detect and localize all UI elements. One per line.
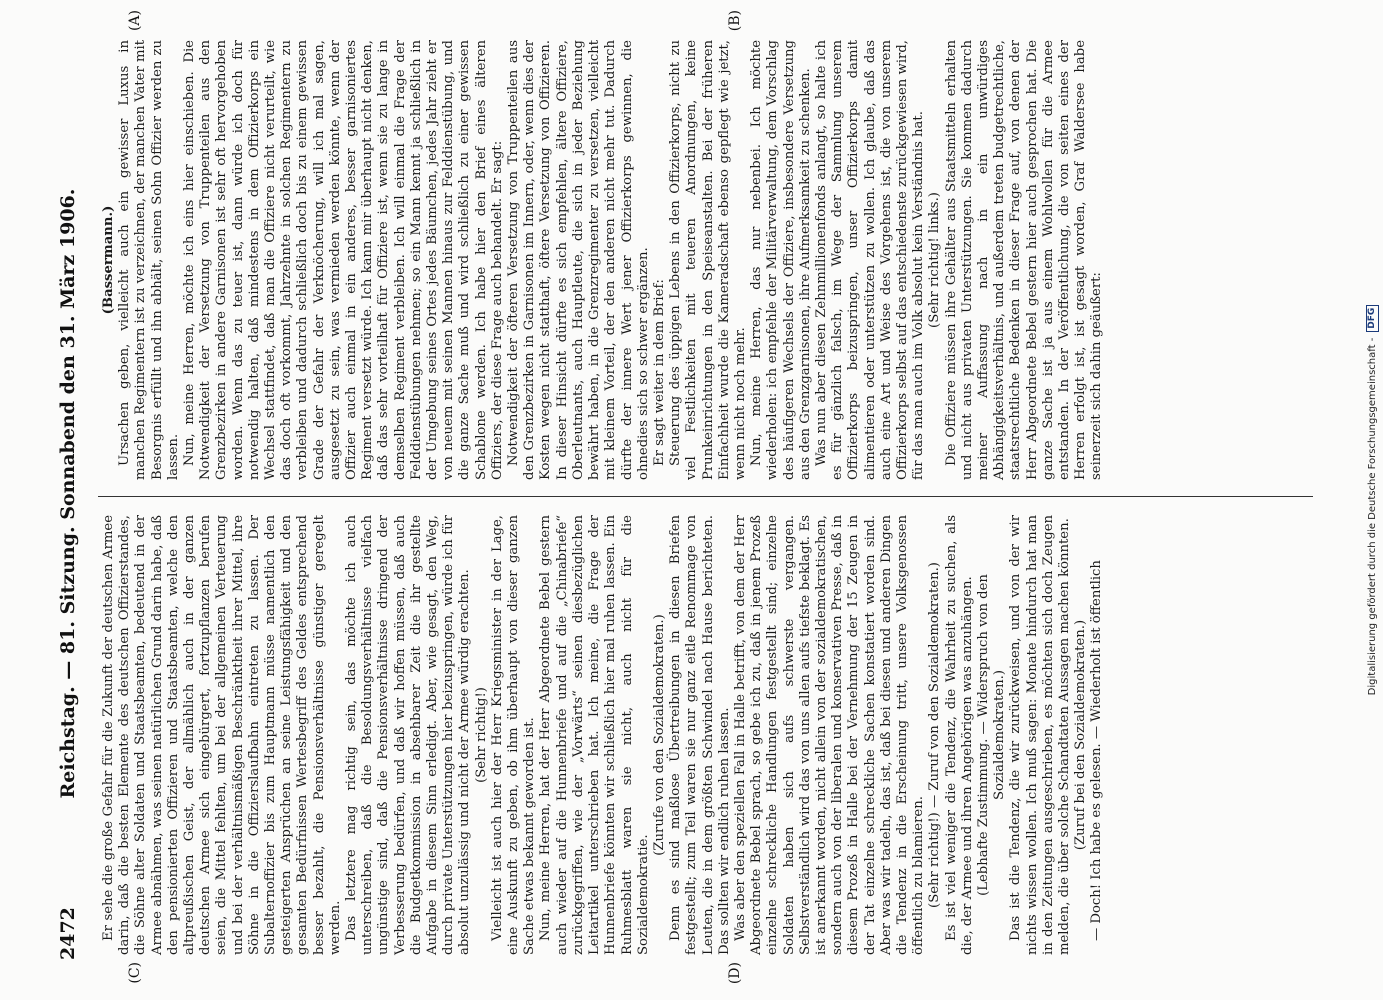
text-column-left <box>101 40 1311 480</box>
paragraph: Denn es sind maßlose Übertreibungen in diesen Briefen festgestellt; zum Teil waren sie nur ganz eitle Renommage von Leuten, die in dem größten Schwindel nach Hause berichteten. Das sollten wir endlich ruhen lassen. <box>668 515 732 955</box>
paragraph: Ursachen geben, vielleicht auch ein gewisser Luxus in manchen Regimentern ist zu verzeichnen, der manchen Vater mit Besorgnis erfüllt und ihn abhält, seinen Sohn Offizier werden zu lassen. <box>117 40 181 480</box>
paragraph: Nun, meine Herren, hat der Herr Abgeordnete Bebel gestern auch wieder auf die Hunnenbriefe und auf die „Chinabriefe“ zurückgegriffen, wie der „Vorwärts“ seinen diesbezüglichen Leitartikel unterschrieben hat. Ich meine, die Frage der Hunnenbriefe könnten wir schließlich hier mal ruhen lassen. Ein Ruhmesblatt waren sie nicht, auch nicht für die Sozialdemokratie. <box>538 515 651 955</box>
footer-text: Digitalisierung gefördert durch die Deutsche Forschungsgemeinschaft - <box>1366 337 1378 696</box>
page-title: Reichstag. — 81. Sitzung. Sonnabend den 31. März 1906. <box>57 188 79 799</box>
paragraph: Notwendigkeit der öfteren Versetzung von Truppenteilen aus den Grenzbezirken in Garnisonen im Innern, oder, wenn dies der Kosten wegen nicht statthaft, öftere Versetzung von Offizieren. In dieser Hinsicht dürfte es sich empfehlen, ältere Offiziere, Oberleutnants, auch Hauptleute, die sich in jeder Beziehung bewährt haben, in die Grenzregimenter zu versetzen, vielleicht mit kleinem Vorteil, der den anderen nicht mehr tut. Dadurch dürfte der innere Wert jener Offizierkorps gewinnen, die ohnedies sich so schwer ergänzen. <box>506 40 651 480</box>
paragraph: Die Offiziere müssen ihre Gehälter aus Staatsmitteln erhalten und nicht aus privaten Unterstützungen. Sie kommen dadurch meiner Auffassung nach in ein unwürdiges Abhängigkeitsverhältnis, und außerdem treten budgetrechtliche, staatsrechtliche Bedenken in dieser Frage auf, von denen der Herr Abgeordnete Bebel gestern hier auch gesprochen hat. Die ganze Sache ist ja aus einem Wohlwollen für die Armee entstanden. In der Veröffentlichung, die von seiten eines der Herren erfolgt ist, ist gesagt worden, Graf Waldersee habe seinerzeit sich dahin geäußert: <box>943 40 1105 480</box>
paragraph: Vielleicht ist auch hier der Herr Kriegsminister in der Lage, eine Auskunft zu geben, ob ihm überhaupt von dieser ganzen Sache etwas bekannt geworden ist. <box>489 515 538 955</box>
interjection: (Sehr richtig!) — Zuruf von den Sozialdemokraten.) <box>927 562 943 908</box>
paragraph: Was aber den speziellen Fall in Halle betrifft, von dem der Herr Abgeordnete Bebel sprach, so gebe ich zu, daß in jenem Prozeß einzelne schreckliche Handlungen festgestellt sind; einzelne Soldaten haben sich aufs schwerste vergangen. Selbstverständlich wird das von uns allen aufs tiefste beklagt. Es ist anerkannt worden, nicht allein von der sozialdemokratischen, sondern auch von der liberalen und konservativen Presse, daß in diesem Prozeß in Halle bei der Vernehmung der 15 Zeugen in der Tat einzelne schreckliche Sachen konstatiert worden sind. Aber was wir tadeln, das ist, daß bei diesen und anderen Dingen die Tendenz in die Erscheinung tritt, unsere Volksgenossen öffentlich zu blamieren. <box>732 515 927 955</box>
margin-marker-a: (A) <box>127 10 143 32</box>
paragraph: Steuerung des üppigen Lebens in den Offizierkorps, nicht zu viel Festlichkeiten mit teueren Anordnungen, keine Prunkeinrichtungen in den Speiseanstalten. Bei der früheren Einfachheit wurde die Kameradschaft ebenso gepflegt wie jetzt, wenn nicht noch mehr. <box>668 40 748 480</box>
paragraph: Nun, meine Herren, das nur nebenbei. Ich möchte wiederholen: ich empfehle der Militärverwaltung, dem Vorschlag des häufigeren Wechsels der Offiziere, insbesondere Versetzung aus den Grenzgarnisonen, ihre Aufmerksamkeit zu schenken. <box>749 40 813 480</box>
interjection: (Zuruf bei den Sozialdemokraten.) <box>1073 619 1089 851</box>
paragraph: Das letztere mag richtig sein, das möchte ich auch unterschreiben, daß die Besoldungsverhältnisse vielfach ungünstige sind, daß die Pensionsverhältnisse dringend der Verbesserung bedürfen, und daß wir hoffen müssen, daß auch die Budgetkommission in absehbarer Zeit die ihr gestellte Aufgabe in diesem Sinn erledigt. Aber, wie gesagt, den Weg, durch private Unterstützungen hier beizuspringen, würde ich für absolut unzulässig und nicht der Armee würdig erachten. <box>344 515 473 955</box>
paragraph: Was nun aber diesen Zehnmillionenfonds anlangt, so halte ich es für gänzlich falsch, im Wege der Sammlung unserem Offizierkorps beizuspringen, unser Offizierkorps damit alimentieren oder unterstützen zu wollen. Ich glaube, daß das auch eine Art und Weise des Vorgehens ist, die von unserem Offizierkorps selbst auf das entschiedenste zurückgewiesen wird, für das man auch im Volk absolut kein Verständnis hat. <box>813 40 927 480</box>
dfg-logo: DFG <box>1366 305 1379 332</box>
interjection: (Zurufe von den Sozialdemokraten.) <box>651 614 667 856</box>
digitization-footer <box>1361 0 1383 1000</box>
interjection: (Sehr richtig! links.) <box>927 192 943 328</box>
paragraph: — Doch! Ich habe es gelesen. — Wiederholt ist öffentlich <box>1089 560 1105 941</box>
margin-marker-d: (D) <box>727 962 743 985</box>
speaker-name: (Bassermann.) <box>101 205 116 315</box>
interjection: (Sehr richtig!) <box>473 687 489 783</box>
paragraph: Er sehe die große Gefahr für die Zukunft der deutschen Armee darin, daß die besten Elemente des deutschen Offizierstandes, die Söhne alter Soldaten und Staatsbeamten, bedeutend in der Armee abnähmen, was seinen natürlichen Grund darin habe, daß den pensionierten Offizieren und Staatsbeamten, welche den altpreußischen Geist, der allmählich auch in der ganzen deutschen Armee sich eingebürgert, fortzupflanzen berufen seien, die Mittel fehlten, um bei der allgemeinen Verteuerung und bei der verhältnismäßigen Beschränktheit ihrer Mittel, ihre Söhne in die Offizierslaufbahn eintreten zu lassen. Der Subalternoffizier bis zum Hauptmann müsse namentlich den gesteigerten Ansprüchen an seine Leistungsfähigkeit und den gesamten Bedürfnissen Wertesbegriff des Geldes entsprechend besser bezahlt, die Pensionsverhältnisse günstiger geregelt werden. <box>101 515 343 955</box>
paragraph: Nun, meine Herren, möchte ich eins hier einschieben. Die Notwendigkeit der Versetzung von Truppenteilen aus den Grenzbezirken in andere Garnisonen ist sehr oft hervorgehoben worden. Wenn das zu teuer ist, dann würde ich doch für notwendig halten, daß mindestens in dem Offizierkorps ein Wechsel stattfindet, daß man die Offiziere nicht verurteilt, wie das doch oft vorkommt, Jahrzehnte in solchen Regimentern zu verbleiben und dadurch schließlich doch bis zu einem gewissen Grade der Gefahr der Verknöcherung, will ich mal sagen, ausgesetzt zu sein, was vermieden werden könnte, wenn der Offizier auch einmal in ein anderes, besser garnisoniertes Regiment versetzt würde. Ich kann mir überhaupt nicht denken, daß das sehr vorteilhaft für Offiziere ist, wenn sie zu lange in demselben Regiment verbleiben. Ich will einmal die Frage der Felddienstübungen nehmen; so ein Mann kennt ja schließlich in der Umgebung seines Ortes jedes Bäumchen, jedes Jahr zieht er von neuem mit seinen Mannen hinaus zur Felddienstübung, und die ganze Sache muß und wird schließlich zu einer gewissen Schablone werden. Ich habe hier den Brief eines älteren Offiziers, der diese Frage auch behandelt. Er sagt: <box>182 40 505 480</box>
column-divider <box>98 496 1313 497</box>
paragraph: Das ist die Tendenz, die wir zurückweisen, und von der wir nichts wissen wollen. Ich muß sagen: Monate hindurch hat man in den Zeitungen ausgeschrieben, es möchten sich doch Zeugen melden, die über solche Schandtaten Aussagen machen könnten. <box>1008 515 1072 955</box>
paragraph: Es ist viel weniger die Tendenz, die Wahrheit zu suchen, als die, der Armee und ihren Angehörigen was anzuhängen. <box>943 515 975 955</box>
paragraph: Er sagt weiter in dem Brief: <box>651 279 667 466</box>
text-column-right <box>101 515 1311 955</box>
margin-marker-b: (B) <box>727 10 743 32</box>
interjection: (Lebhafte Zustimmung. — Widerspruch von den Sozialdemokraten.) <box>975 574 1008 896</box>
margin-marker-c: (C) <box>127 962 143 984</box>
page-header <box>48 40 88 960</box>
page-number: 2472 <box>57 907 79 960</box>
